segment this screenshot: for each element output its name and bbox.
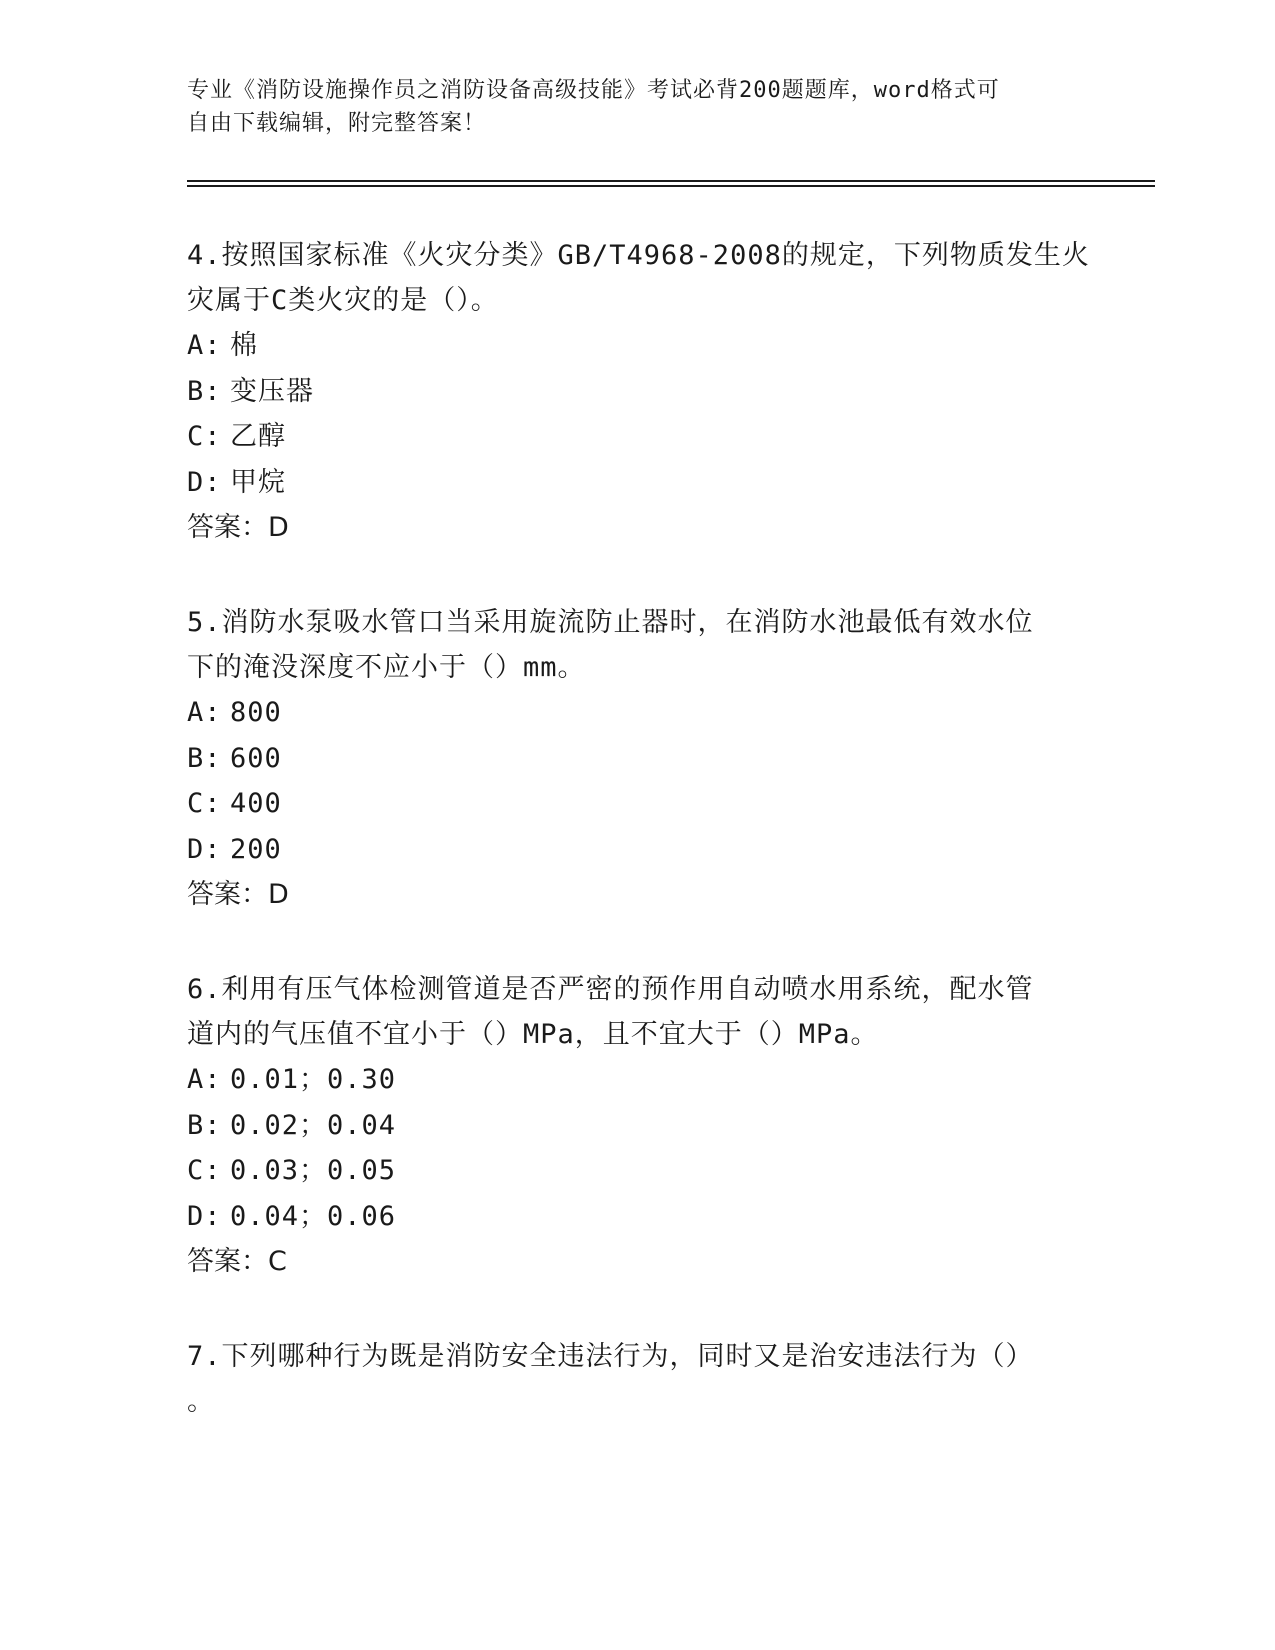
option-key: B: bbox=[187, 742, 222, 774]
question-stem-line-2: 灾属于C类火灾的是（）。 bbox=[187, 285, 499, 316]
answer-line: 答案：D bbox=[187, 879, 289, 910]
option-c bbox=[187, 781, 1087, 827]
question-stem-line-2: 。 bbox=[187, 1386, 215, 1417]
option-text: 0.04；0.06 bbox=[230, 1200, 397, 1232]
question-4 bbox=[187, 233, 1090, 550]
option-text: 600 bbox=[230, 742, 282, 774]
option-b bbox=[187, 369, 1087, 415]
question-stem-line-1: 6.利用有压气体检测管道是否严密的预作用自动喷水用系统，配水管 bbox=[187, 974, 1034, 1005]
document-header bbox=[187, 74, 1067, 140]
question-stem-line-1: 5.消防水泵吸水管口当采用旋流防止器时，在消防水池最低有效水位 bbox=[187, 607, 1034, 638]
option-text: 400 bbox=[230, 788, 282, 819]
option-key: D: bbox=[187, 466, 222, 498]
question-5 bbox=[187, 600, 1087, 917]
option-d bbox=[187, 827, 1087, 873]
question-stem-line-1: 4.按照国家标准《火灾分类》GB/T4968-2008的规定，下列物质发生火 bbox=[187, 240, 1090, 271]
option-c bbox=[187, 414, 1087, 460]
answer-line: 答案：C bbox=[187, 1246, 287, 1277]
option-text: 变压器 bbox=[230, 375, 314, 407]
option-key: B: bbox=[187, 375, 222, 407]
option-key: B: bbox=[187, 1109, 222, 1141]
option-key: A: bbox=[187, 1064, 222, 1095]
header-divider-top bbox=[187, 180, 1155, 182]
header-divider-bottom bbox=[187, 185, 1155, 187]
option-key: C: bbox=[187, 1155, 222, 1186]
option-text: 0.01；0.30 bbox=[230, 1064, 397, 1095]
option-d bbox=[187, 460, 1087, 506]
option-c bbox=[187, 1148, 1087, 1194]
option-key: C: bbox=[187, 421, 222, 452]
question-stem-line-2: 下的淹没深度不应小于（）mm。 bbox=[187, 652, 586, 683]
option-a bbox=[187, 323, 1087, 369]
option-key: A: bbox=[187, 697, 222, 728]
header-title-line-2: 自由下载编辑，附完整答案！ bbox=[187, 111, 487, 136]
option-b bbox=[187, 1103, 1087, 1149]
option-key: D: bbox=[187, 1200, 222, 1232]
option-text: 0.03；0.05 bbox=[230, 1155, 397, 1186]
option-text: 乙醇 bbox=[230, 421, 286, 452]
header-title-line-1: 专业《消防设施操作员之消防设备高级技能》考试必背200题题库，word格式可 bbox=[187, 78, 1000, 103]
answer-line: 答案：D bbox=[187, 512, 289, 543]
option-key: C: bbox=[187, 788, 222, 819]
question-list bbox=[187, 233, 1090, 1474]
option-text: 甲烷 bbox=[230, 466, 286, 498]
option-a bbox=[187, 1057, 1087, 1103]
option-d bbox=[187, 1194, 1087, 1240]
option-text: 200 bbox=[230, 833, 282, 865]
question-6 bbox=[187, 967, 1087, 1284]
option-a bbox=[187, 690, 1087, 736]
option-b bbox=[187, 736, 1087, 782]
option-text: 棉 bbox=[230, 330, 258, 361]
question-7 bbox=[187, 1334, 1087, 1424]
question-stem-line-1: 7.下列哪种行为既是消防安全违法行为，同时又是治安违法行为（） bbox=[187, 1341, 1034, 1372]
option-key: A: bbox=[187, 330, 222, 361]
option-text: 800 bbox=[230, 697, 282, 728]
question-stem-line-2: 道内的气压值不宜小于（）MPa，且不宜大于（）MPa。 bbox=[187, 1019, 879, 1050]
option-text: 0.02；0.04 bbox=[230, 1109, 397, 1141]
option-key: D: bbox=[187, 833, 222, 865]
